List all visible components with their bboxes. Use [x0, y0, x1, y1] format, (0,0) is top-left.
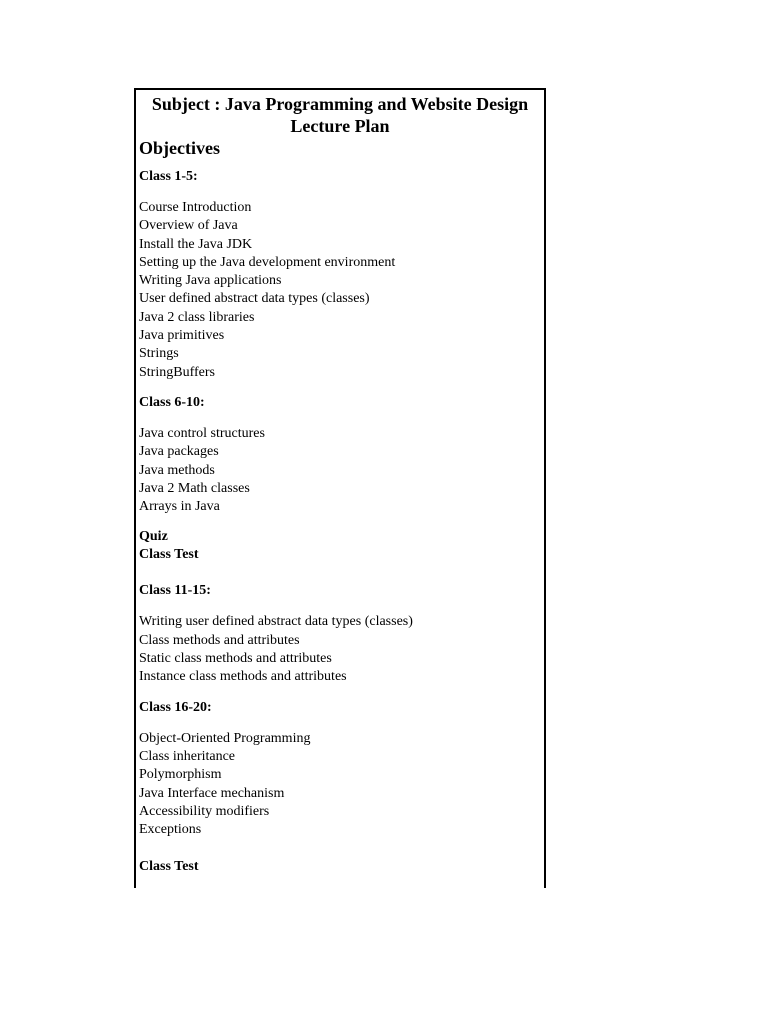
list-item: Java methods: [139, 462, 215, 478]
list-item: Writing Java applications: [139, 273, 282, 289]
list-item: Overview of Java: [139, 218, 238, 234]
section-class-11-15: [139, 582, 544, 686]
list-item: Java primitives: [139, 328, 225, 344]
list-item: Static class methods and attributes: [139, 651, 332, 667]
list-item: Course Introduction: [139, 200, 252, 215]
list-item: Writing user defined abstract data types (classes): [139, 614, 413, 630]
list-item: StringBuffers: [139, 364, 215, 380]
section-class-6-10: [139, 394, 544, 516]
list-item: Arrays in Java: [139, 499, 220, 515]
section-heading: Class 1-5:: [139, 169, 198, 184]
section-class-16-20: [139, 699, 544, 840]
topic-list: [139, 199, 544, 382]
topic-list: [139, 730, 544, 840]
list-item: Instance class methods and attributes: [139, 669, 347, 685]
list-item: User defined abstract data types (classes): [139, 291, 370, 307]
list-item: Class methods and attributes: [139, 632, 300, 648]
topic-list: [139, 613, 544, 686]
list-item: Object-Oriented Programming: [139, 730, 311, 746]
lecture-plan-frame: [134, 88, 546, 888]
list-item: Accessibility modifiers: [139, 803, 270, 819]
class-test-heading-final: Class Test: [139, 859, 199, 875]
list-item: Java Interface mechanism: [139, 785, 285, 801]
list-item: Strings: [139, 346, 179, 362]
section-heading: Class 11-15:: [139, 583, 211, 599]
quiz-heading: Quiz: [139, 529, 168, 545]
objectives-heading: Objectives: [139, 138, 220, 158]
section-class-1-5: [139, 168, 544, 382]
topic-list: [139, 425, 544, 516]
section-heading: Class 6-10:: [139, 394, 205, 410]
list-item: Java 2 class libraries: [139, 309, 255, 325]
list-item: Java 2 Math classes: [139, 480, 250, 496]
class-test-heading: Class Test: [139, 547, 199, 563]
list-item: Java control structures: [139, 425, 265, 441]
section-heading: Class 16-20:: [139, 699, 212, 715]
list-item: Class inheritance: [139, 748, 236, 764]
lecture-plan-title: Lecture Plan: [290, 116, 390, 136]
quiz-block: [139, 528, 544, 564]
list-item: Java packages: [139, 444, 219, 460]
subject-title: Subject : Java Programming and Website Design: [151, 94, 529, 114]
list-item: Polymorphism: [139, 767, 222, 783]
list-item: Install the Java JDK: [139, 236, 253, 252]
list-item: Exceptions: [139, 822, 202, 838]
list-item: Setting up the Java development environment: [139, 254, 396, 270]
